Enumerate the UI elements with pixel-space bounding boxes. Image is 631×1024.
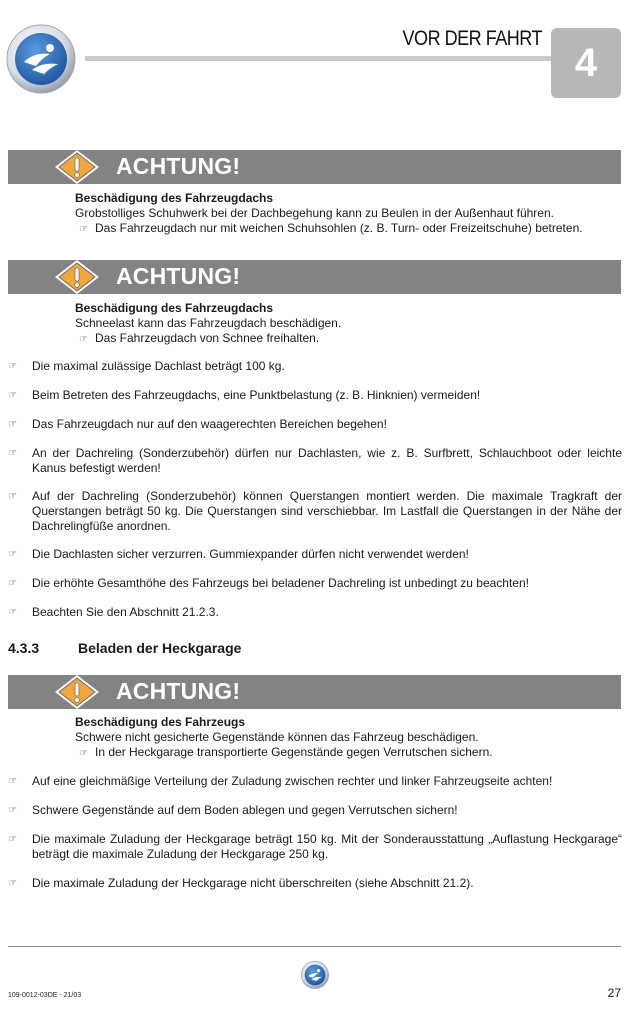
warning-instruction-text: Das Fahrzeugdach von Schnee freihalten. <box>95 331 320 345</box>
pointing-hand-icon: ☞ <box>8 607 17 618</box>
pointing-hand-icon: ☞ <box>79 748 88 759</box>
list-item: ☞ An der Dachreling (Sonderzubehör) dürfen nur Dachlasten, wie z. B. Surfbrett, Schlauchboot oder leichte Kanus befestigt werden! <box>8 446 622 475</box>
pointing-hand-icon: ☞ <box>8 448 17 459</box>
footer-rule <box>8 946 621 947</box>
pointing-hand-icon: ☞ <box>8 419 17 430</box>
pointing-hand-icon: ☞ <box>8 834 17 845</box>
pointing-hand-icon: ☞ <box>79 224 88 235</box>
warning-instruction <box>75 745 615 761</box>
warning-title: ACHTUNG! <box>116 263 241 289</box>
pointing-hand-icon: ☞ <box>8 878 17 889</box>
warning-body <box>75 191 615 237</box>
pointing-hand-icon: ☞ <box>8 361 17 372</box>
list-item: ☞ Die Dachlasten sicher verzurren. Gummiexpander dürfen nicht verwendet werden! <box>8 547 469 561</box>
warning-text: Schneelast kann das Fahrzeugdach beschädigen. <box>75 316 342 330</box>
warning-instruction <box>75 221 615 237</box>
pointing-hand-icon: ☞ <box>8 491 17 502</box>
chapter-number-badge: 4 <box>551 28 621 98</box>
warning-heading: Beschädigung des Fahrzeugdachs <box>75 301 274 315</box>
list-item: ☞ Die maximale Zuladung der Heckgarage beträgt 150 kg. Mit der Sonderausstattung „Auflastung Heckgarage“ beträgt die maximale Zuladung der Heckgarage 250 kg. <box>8 832 622 861</box>
list-item: ☞ Die maximale Zuladung der Heckgarage nicht überschreiten (siehe Abschnitt 21.2). <box>8 876 474 890</box>
warning-icon <box>54 674 100 710</box>
list-item: ☞ Die erhöhte Gesamthöhe des Fahrzeugs bei beladener Dachreling ist unbedingt zu beachten! <box>8 576 529 590</box>
warning-title: ACHTUNG! <box>116 153 241 179</box>
warning-text: Grobstolliges Schuhwerk bei der Dachbegehung kann zu Beulen in der Außenhaut führen. <box>75 206 554 220</box>
warning-heading: Beschädigung des Fahrzeugdachs <box>75 191 274 205</box>
pointing-hand-icon: ☞ <box>79 334 88 345</box>
warning-text: Schwere nicht gesicherte Gegenstände können das Fahrzeug beschädigen. <box>75 730 479 744</box>
list-item: ☞ Die maximal zulässige Dachlast beträgt 100 kg. <box>8 359 285 373</box>
pointing-hand-icon: ☞ <box>8 578 17 589</box>
list-item: ☞ Auf eine gleichmäßige Verteilung der Zuladung zwischen rechter und linker Fahrzeugseite achten! <box>8 774 553 788</box>
warning-instruction <box>75 331 615 347</box>
section-number: 4.3.3 <box>8 640 40 656</box>
list-item: ☞ Das Fahrzeugdach nur auf den waagerechten Bereichen begehen! <box>8 417 387 431</box>
section-title: Beladen der Heckgarage <box>78 640 242 656</box>
pointing-hand-icon: ☞ <box>8 390 17 401</box>
document-code: 109-0012-03DE - 21/03 <box>8 992 82 999</box>
warning-body <box>75 715 615 761</box>
warning-title: ACHTUNG! <box>116 678 241 704</box>
warning-banner <box>8 150 621 184</box>
warning-body <box>75 301 615 347</box>
list-item: ☞ Beim Betreten des Fahrzeugdachs, eine Punktbelastung (z. B. Hinknien) vermeiden! <box>8 388 481 402</box>
warning-instruction-text: In der Heckgarage transportierte Gegenstände gegen Verrutschen sichern. <box>95 745 493 759</box>
warning-icon <box>54 259 100 295</box>
list-item: ☞ Beachten Sie den Abschnitt 21.2.3. <box>8 605 219 619</box>
warning-banner <box>8 675 621 709</box>
list-item: ☞ Schwere Gegenstände auf dem Boden ablegen und gegen Verrutschen sichern! <box>8 803 458 817</box>
chapter-title: VOR DER FAHRT <box>402 27 542 50</box>
warning-heading: Beschädigung des Fahrzeugs <box>75 715 246 729</box>
pointing-hand-icon: ☞ <box>8 776 17 787</box>
page-number: 27 <box>607 986 621 1000</box>
warning-banner <box>8 260 621 294</box>
footer-logo <box>301 961 329 989</box>
list-item: ☞ Auf der Dachreling (Sonderzubehör) können Querstangen montiert werden. Die maximale Tragkraft der Querstangen beträgt 50 kg. Die Querstangen sind verschiebbar. Im Lastfall die Querstangen in der Nähe der Dachrelingfüße anordnen. <box>8 489 622 533</box>
pointing-hand-icon: ☞ <box>8 549 17 560</box>
header-rule <box>85 56 551 61</box>
warning-icon <box>54 149 100 185</box>
pointing-hand-icon: ☞ <box>8 805 17 816</box>
section-heading <box>8 640 241 656</box>
brand-logo <box>6 24 76 94</box>
warning-instruction-text: Das Fahrzeugdach nur mit weichen Schuhsohlen (z. B. Turn- oder Freizeitschuhe) betreten. <box>95 221 583 235</box>
